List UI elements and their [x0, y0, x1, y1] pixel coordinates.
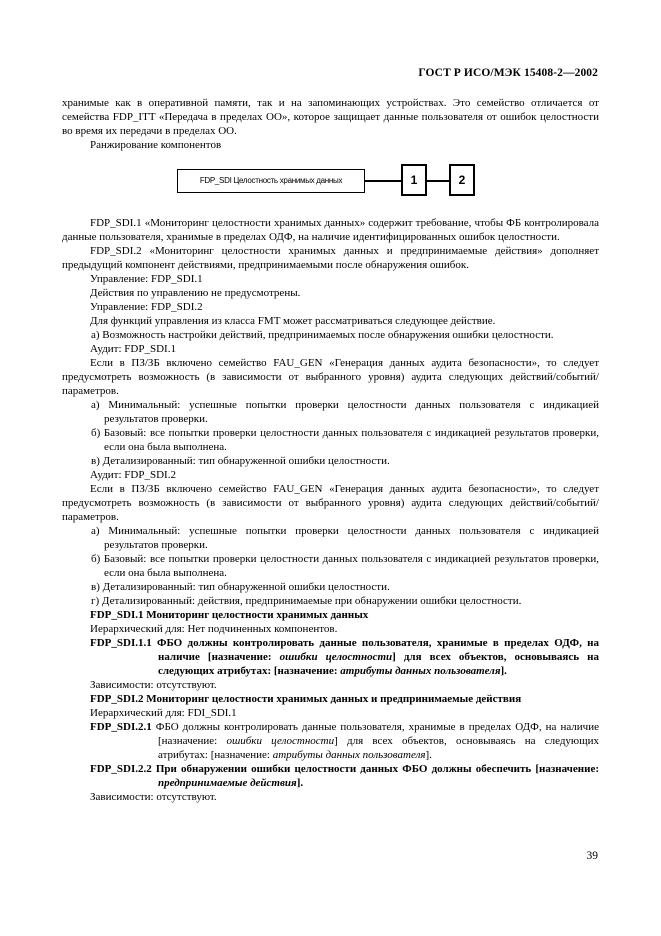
component-box-1: 1	[401, 164, 427, 196]
paragraph: хранимые как в оперативной памяти, так и на запоминающих устройствах. Это семейство отличается от семейства FDP_ITT «Передача в пределах ОО», которое защищает данные пользователя от ошибок целостности во время их передачи в пределах ОО.	[62, 97, 599, 137]
page-number: 39	[586, 850, 598, 862]
audit-heading: Аудит: FDP_SDI.2	[90, 469, 176, 481]
list-item: а) Минимальный: успешные попытки проверки целостности данных пользователя с индикацией результатов проверки.	[91, 399, 599, 425]
element-fdp-sdi-2-1: FDP_SDI.2.1 ФБО должны контролировать данные пользователя, хранимые в пределах ОДФ, на наличие [назначение: ошибки целостности] для всех объектов, основываясь на следующих атрибутах: [назначение: атрибуты данных пользователя].	[90, 721, 599, 761]
paragraph: Если в ПЗ/ЗБ включено семейство FAU_GEN «Генерация данных аудита безопасности», то следует предусмотреть возможность (в зависимости от выбранного уровня) аудита следующих действий/событий/параметров.	[62, 483, 599, 523]
family-box: FDP_SDI Целостность хранимых данных	[177, 169, 365, 193]
list-item: г) Детализированный: действия, предпринимаемые при обнаружении ошибки целостности.	[91, 595, 522, 607]
audit-heading: Аудит: FDP_SDI.1	[90, 343, 176, 355]
dependencies: Зависимости: отсутствуют.	[90, 679, 217, 691]
element-id: FDP_SDI.2.1	[90, 721, 152, 733]
paragraph: FDP_SDI.2 «Мониторинг целостности хранимых данных и предпринимаемые действия» дополняет предыдущий компонент действиями, предпринимаемыми после обнаружения ошибок.	[62, 245, 599, 271]
component-leveling-diagram	[62, 152, 599, 216]
paragraph: Для функций управления из класса FMT может рассматриваться следующее действие.	[90, 315, 496, 327]
hierarchical-to: Иерархический для: FDI_SDI.1	[90, 707, 237, 719]
list-item: а) Возможность настройки действий, предпринимаемых после обнаружения ошибки целостности.	[91, 329, 554, 341]
list-item: б) Базовый: все попытки проверки целостности данных пользователя с индикацией результатов проверки, если она была выполнена.	[91, 427, 599, 453]
list-item: б) Базовый: все попытки проверки целостности данных пользователя с индикацией результатов проверки, если она была выполнена.	[91, 553, 599, 579]
element-fdp-sdi-2-2: FDP_SDI.2.2 При обнаружении ошибки целостности данных ФБО должны обеспечить [назначение: предпринимаемые действия].	[90, 763, 599, 789]
paragraph: Если в ПЗ/ЗБ включено семейство FAU_GEN «Генерация данных аудита безопасности», то следует предусмотреть возможность (в зависимости от выбранного уровня) аудита следующих действий/событий/параметров.	[62, 357, 599, 397]
paragraph: Действия по управлению не предусмотрены.	[90, 287, 301, 299]
paragraph: FDP_SDI.1 «Мониторинг целостности хранимых данных» содержит требование, чтобы ФБ контролировала данные пользователя, хранимые в пределах ОДФ, на наличие идентифицированных ошибок целостности.	[62, 217, 599, 243]
paragraph: Ранжирование компонентов	[90, 139, 222, 151]
management-heading: Управление: FDP_SDI.2	[90, 301, 203, 313]
list-item: а) Минимальный: успешные попытки проверки целостности данных пользователя с индикацией результатов проверки.	[91, 525, 599, 551]
element-id: FDP_SDI.1.1	[90, 637, 152, 649]
connector-line	[365, 180, 401, 182]
dependencies: Зависимости: отсутствуют.	[90, 791, 217, 803]
component-title: FDP_SDI.2 Мониторинг целостности хранимых данных и предпринимаемые действия	[90, 693, 522, 705]
element-id: FDP_SDI.2.2	[90, 763, 152, 775]
element-fdp-sdi-1-1: FDP_SDI.1.1 ФБО должны контролировать данные пользователя, хранимые в пределах ОДФ, на наличие [назначение: ошибки целостности] для всех объектов, основываясь на следующих атрибутах: [назначение: атрибуты данных пользователя].	[90, 637, 599, 677]
connector-line	[427, 180, 449, 182]
list-item: в) Детализированный: тип обнаруженной ошибки целостности.	[91, 455, 390, 467]
document-header: ГОСТ Р ИСО/МЭК 15408-2—2002	[418, 67, 598, 79]
hierarchical-to: Иерархический для: Нет подчиненных компонентов.	[90, 623, 338, 635]
component-box-2: 2	[449, 164, 475, 196]
list-item: в) Детализированный: тип обнаруженной ошибки целостности.	[91, 581, 390, 593]
management-heading: Управление: FDP_SDI.1	[90, 273, 203, 285]
page-content	[62, 96, 599, 804]
component-title: FDP_SDI.1 Мониторинг целостности хранимых данных	[90, 609, 369, 621]
